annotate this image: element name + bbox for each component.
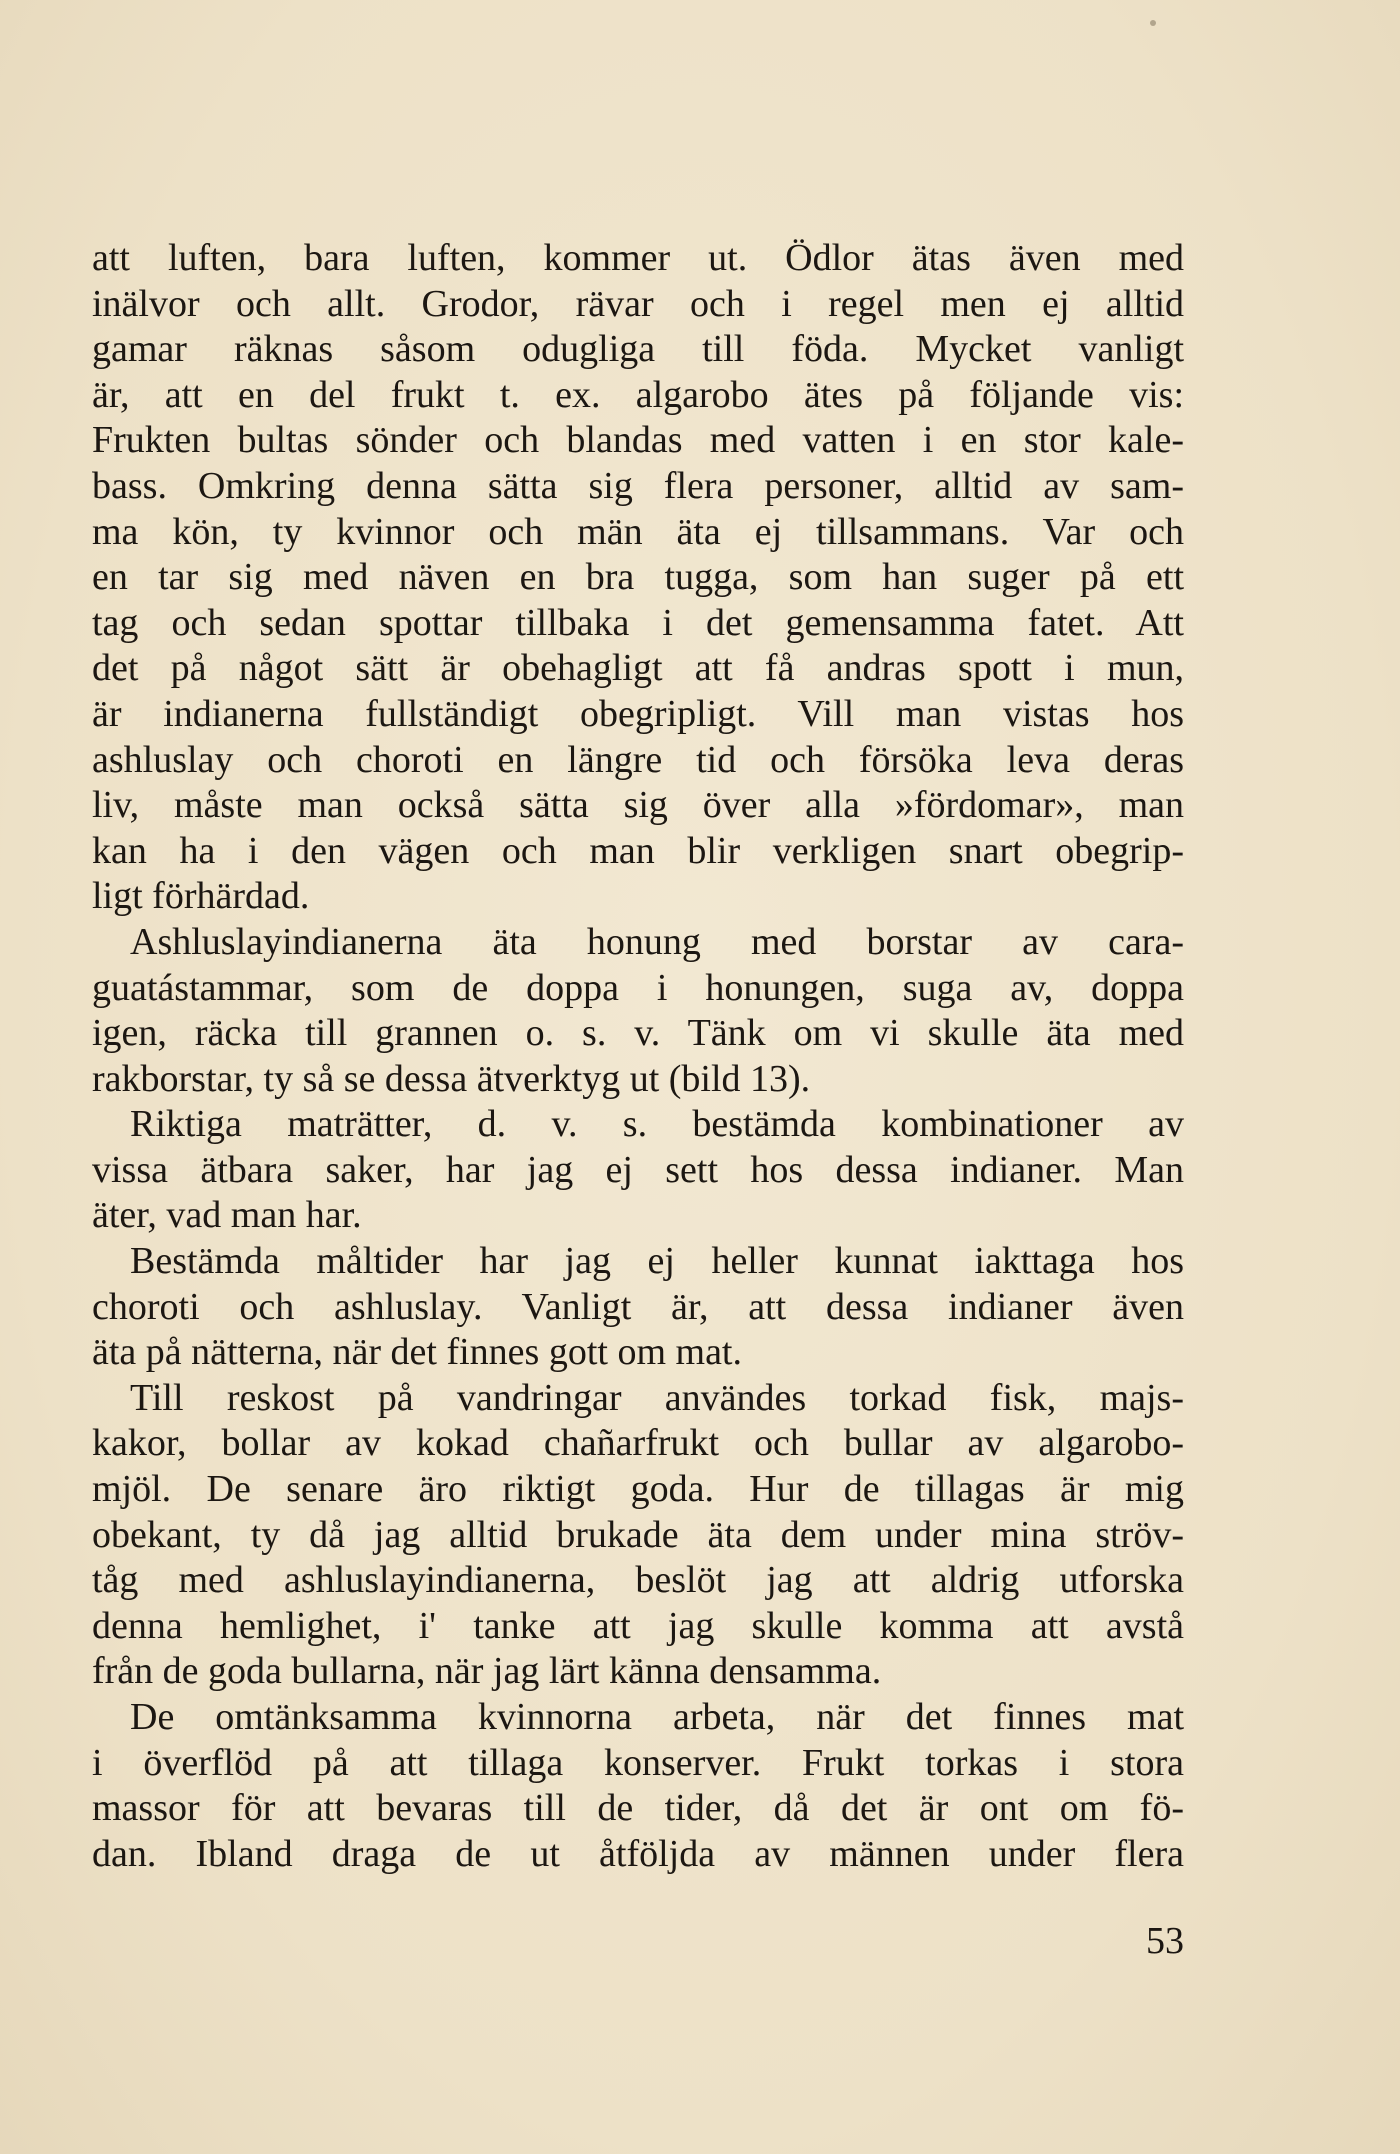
text-line: rakborstar, ty så se dessa ätverktyg ut (bild 13). <box>92 1057 811 1100</box>
text-line: inälvor och allt. Grodor, rävar och i regel men ej alltid <box>92 282 1184 325</box>
text-line: gamar räknas såsom odugliga till föda. Mycket vanligt <box>92 328 1184 371</box>
text-line: dan. Ibland draga de ut åtföljda av männen under flera <box>92 1832 1184 1875</box>
text-line: Frukten bultas sönder och blandas med vatten i en stor kale- <box>92 419 1184 462</box>
text-line: att luften, bara luften, kommer ut. Ödlor ätas även med <box>92 237 1184 279</box>
text-line: äta på nätterna, när det finnes gott om mat. <box>92 1331 742 1374</box>
text-line: De omtänksamma kvinnorna arbeta, när det finnes mat <box>130 1696 1184 1738</box>
text-line: en tar sig med näven en bra tugga, som han suger på ett <box>92 556 1184 599</box>
text-line: mjöl. De senare äro riktigt goda. Hur de tillagas är mig <box>92 1468 1184 1511</box>
text-line: kakor, bollar av kokad chañarfrukt och bullar av algarobo- <box>92 1422 1184 1465</box>
text-line: ashluslay och choroti en längre tid och försöka leva deras <box>92 738 1184 781</box>
text-line: från de goda bullarna, när jag lärt känna densamma. <box>92 1650 882 1693</box>
text-line: kan ha i den vägen och man blir verkligen snart obegrip- <box>92 829 1184 872</box>
text-line: bass. Omkring denna sätta sig flera personer, alltid av sam- <box>92 464 1184 507</box>
text-line: är, att en del frukt t. ex. algarobo ätes på följande vis: <box>92 373 1184 416</box>
text-line: i överflöd på att tillaga konserver. Frukt torkas i stora <box>92 1741 1184 1784</box>
text-line: denna hemlighet, i' tanke att jag skulle komma att avstå <box>92 1604 1184 1647</box>
text-line: liv, måste man också sätta sig över alla »fördomar», man <box>92 784 1184 827</box>
text-line: Bestämda måltider har jag ej heller kunnat iakttaga hos <box>130 1240 1184 1283</box>
text-line: massor för att bevaras till de tider, då det är ont om fö- <box>92 1787 1184 1830</box>
text-line: ligt förhärdad. <box>92 875 310 918</box>
text-line: Ashluslayindianerna äta honung med borstar av cara- <box>130 920 1184 963</box>
text-line: det på något sätt är obehagligt att få andras spott i mun, <box>92 647 1184 690</box>
text-line: vissa ätbara saker, har jag ej sett hos dessa indianer. Man <box>92 1148 1184 1191</box>
text-line: ma kön, ty kvinnor och män äta ej tillsammans. Var och <box>92 510 1184 553</box>
paper-speck <box>1150 20 1156 26</box>
text-line: igen, räcka till grannen o. s. v. Tänk om vi skulle äta med <box>92 1012 1184 1055</box>
text-line: Riktiga maträtter, d. v. s. bestämda kombinationer av <box>130 1103 1184 1146</box>
text-line: tag och sedan spottar tillbaka i det gemensamma fatet. Att <box>92 601 1184 644</box>
page-number: 53 <box>1146 1920 1184 1962</box>
text-line: Till reskost på vandringar användes torkad fisk, majs- <box>130 1376 1184 1419</box>
text-line: guatástammar, som de doppa i honungen, suga av, doppa <box>92 966 1184 1009</box>
text-line: äter, vad man har. <box>92 1194 362 1237</box>
text-line: choroti och ashluslay. Vanligt är, att dessa indianer även <box>92 1285 1184 1328</box>
text-line: obekant, ty då jag alltid brukade äta dem under mina ströv- <box>92 1513 1184 1556</box>
text-line: tåg med ashluslayindianerna, beslöt jag att aldrig utforska <box>92 1559 1184 1602</box>
text-line: är indianerna fullständigt obegripligt. Vill man vistas hos <box>92 692 1184 735</box>
body-text <box>92 236 1184 1877</box>
